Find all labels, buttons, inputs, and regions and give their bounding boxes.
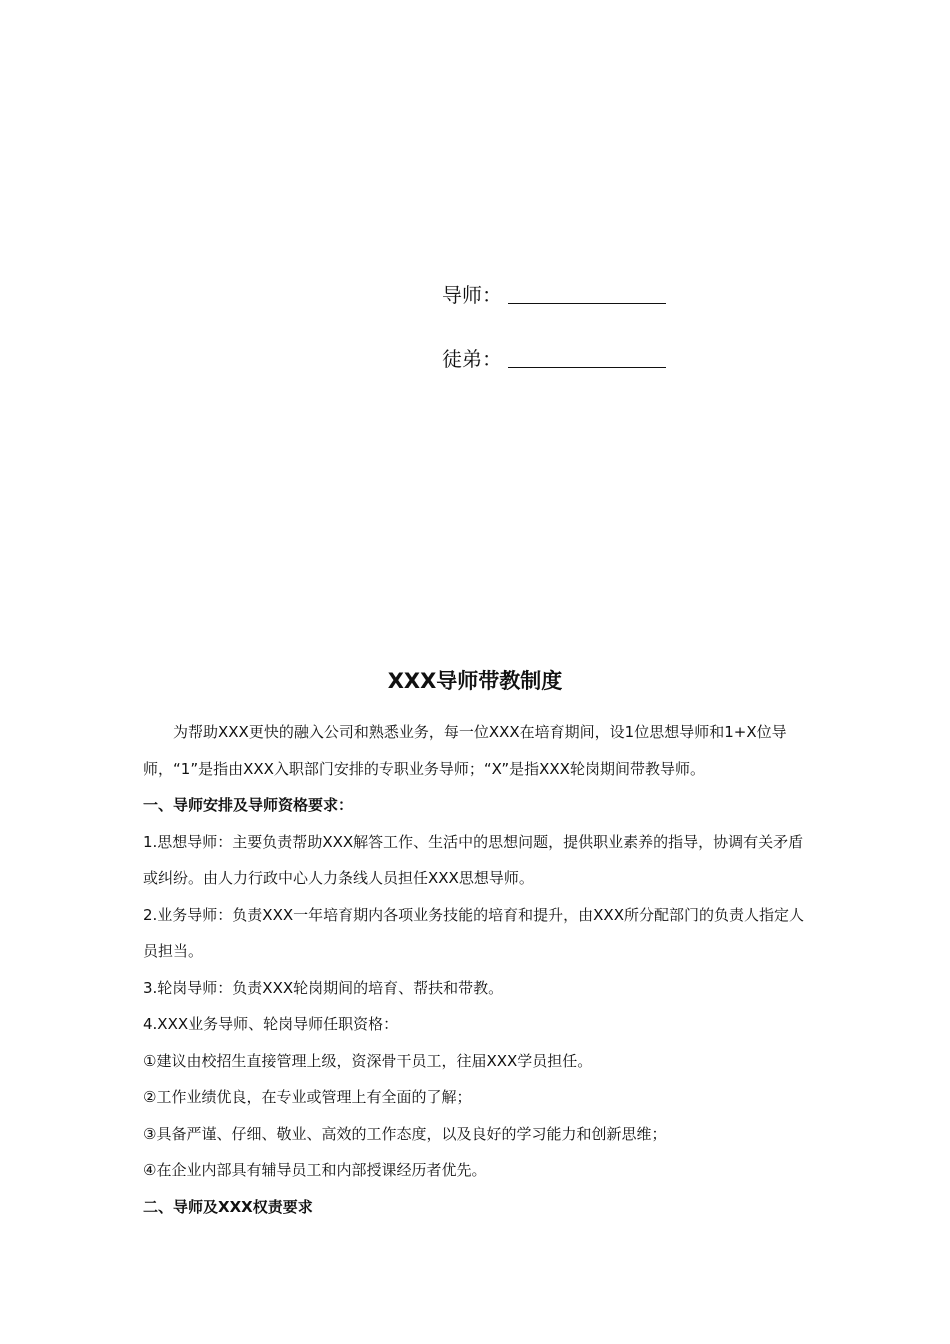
section-1-item-rotation-mentor: 3.轮岗导师：负责XXX轮岗期间的培育、帮扶和带教。 [143,978,504,997]
section-2-heading: 二、导师及XXX权责要求 [143,1197,313,1216]
section-1-item-qualifications: 4.XXX业务导师、轮岗导师任职资格： [143,1015,399,1033]
mentor-label: 导师： [442,283,502,307]
mentor-signature-line [508,281,666,304]
apprentice-signature-line [508,345,666,368]
mentor-signature-row [442,280,666,310]
apprentice-label: 徒弟： [442,347,502,371]
section-1-heading: 一、导师安排及导师资格要求： [143,796,354,814]
qualification-item: ③具备严谨、仔细、敬业、高效的工作态度，以及良好的学习能力和创新思维； [143,1124,667,1143]
document-body [143,714,809,1225]
intro-paragraph: 为帮助XXX更快的融入公司和熟悉业务，每一位XXX在培育期间，设1位思想导师和1+X位导师，“1”是指由XXX入职部门安排的专职业务导师；“X”是指XXX轮岗期间带教导师。 [143,723,787,778]
apprentice-signature-row [442,344,666,374]
qualification-item: ④在企业内部具有辅导员工和内部授课经历者优先。 [143,1161,487,1179]
section-1-item-business-mentor: 2.业务导师：负责XXX一年培育期内各项业务技能的培育和提升，由XXX所分配部门的负责人指定人员担当。 [143,905,804,960]
qualification-item: ②工作业绩优良，在专业或管理上有全面的了解； [143,1088,472,1106]
section-1-item-thought-mentor: 1.思想导师：主要负责帮助XXX解答工作、生活中的思想问题，提供职业素养的指导，协调有关矛盾或纠纷。由人力行政中心人力条线人员担任XXX思想导师。 [143,832,804,887]
qualification-item: ①建议由校招生直接管理上级，资深骨干员工，往届XXX学员担任。 [143,1051,593,1070]
document-title: XXX导师带教制度 [387,669,563,693]
